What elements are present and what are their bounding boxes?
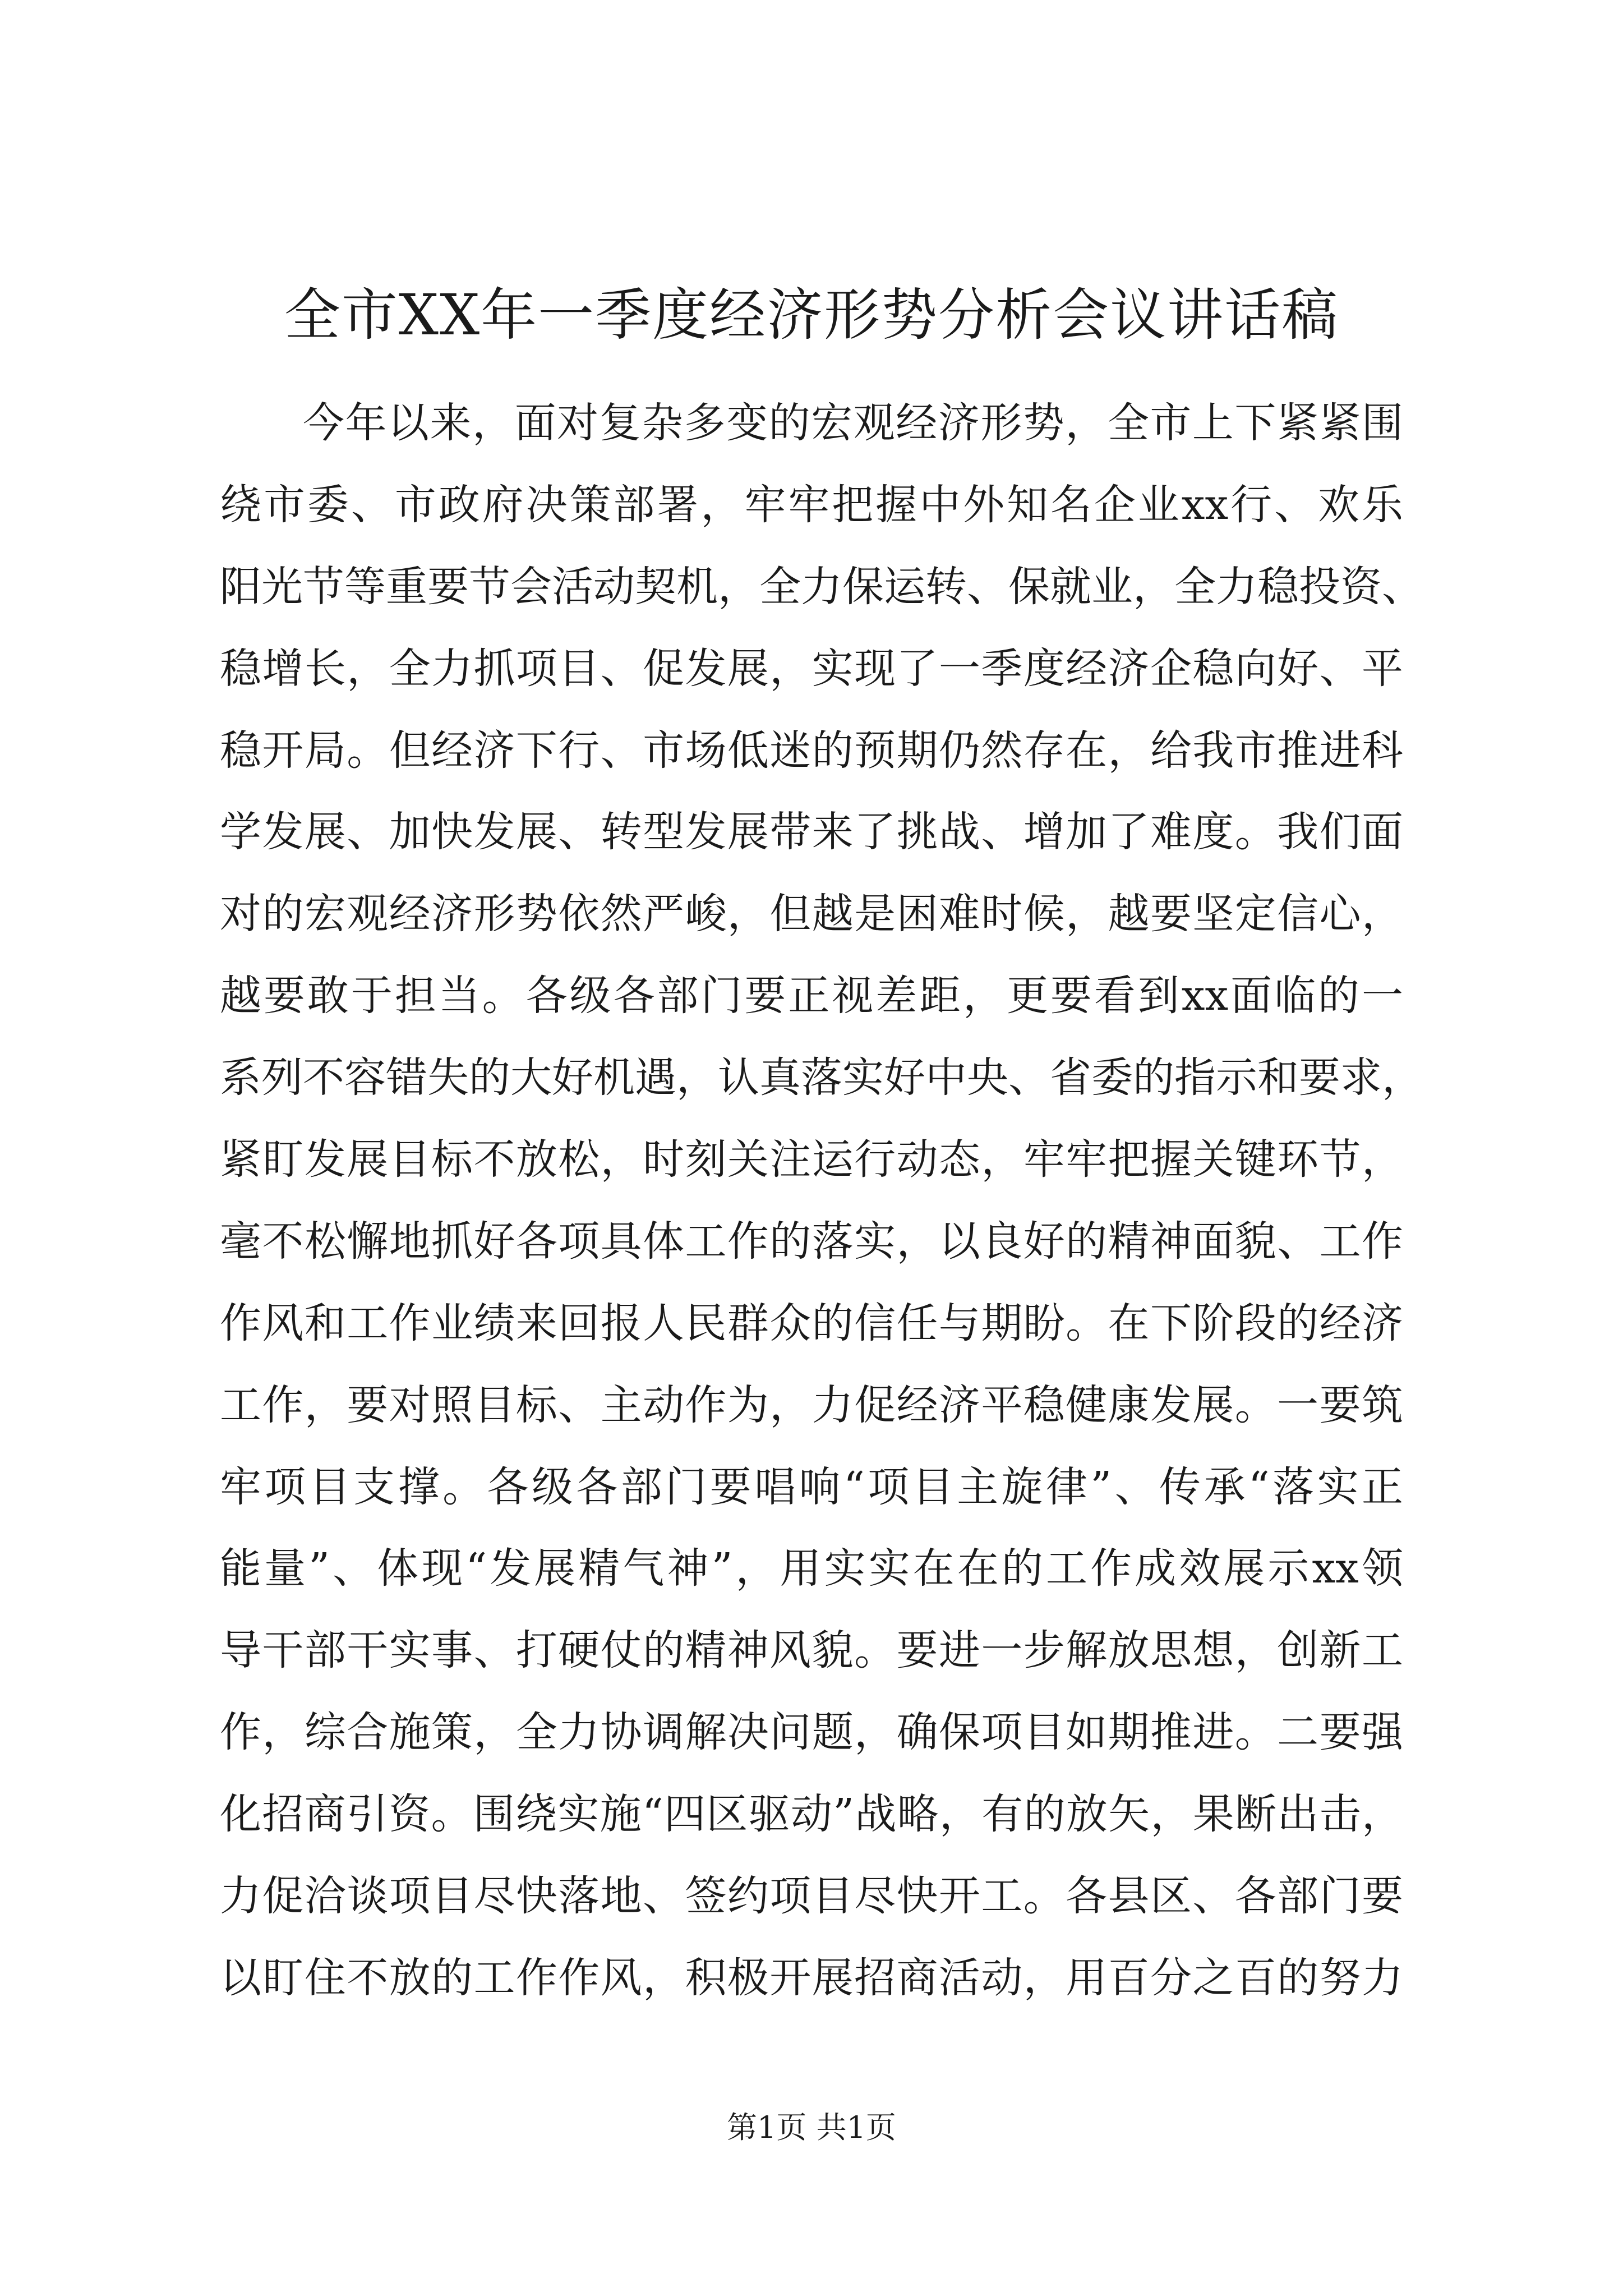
paragraph-line: 力促洽谈项目尽快落地、签约项目尽快开工。各县区、各部门要 [220,1872,1403,1921]
paragraph-line: 毫不松懈地抓好各项具体工作的落实，以良好的精神面貌、工作 [220,1217,1403,1266]
paragraph-line: 越要敢于担当。各级各部门要正视差距，更要看到xx面临的一 [220,972,1403,1020]
paragraph-line: 作风和工作业绩来回报人民群众的信任与期盼。在下阶段的经济 [220,1299,1403,1347]
paragraph-line: 稳开局。但经济下行、市场低迷的预期仍然存在，给我市推进科 [220,726,1403,775]
paragraph-line: 紧盯发展目标不放松，时刻关注运行动态，牢牢把握关键环节， [220,1135,1403,1184]
paragraph-line: 工作，要对照目标、主动作为，力促经济平稳健康发展。一要筑 [220,1381,1403,1429]
paragraph-line: 以盯住不放的工作作风，积极开展招商活动，用百分之百的努力 [220,1953,1403,2002]
page-number-footer: 第1页 共1页 [727,2110,896,2145]
paragraph-line: 系列不容错失的大好机遇，认真落实好中央、省委的指示和要求， [220,1053,1423,1102]
paragraph-line: 牢项目支撑。各级各部门要唱响“项目主旋律”、传承“落实正 [220,1462,1403,1511]
paragraph-line: 绕市委、市政府决策部署，牢牢把握中外知名企业xx行、欢乐 [220,480,1403,529]
document-body [220,383,1423,2019]
paragraph-line: 作，综合施策，全力协调解决问题，确保项目如期推进。二要强 [220,1708,1403,1757]
paragraph-line: 阳光节等重要节会活动契机，全力保运转、保就业，全力稳投资、 [220,562,1423,611]
paragraph-line: 稳增长，全力抓项目、促发展，实现了一季度经济企稳向好、平 [220,644,1403,693]
paragraph-line: 学发展、加快发展、转型发展带来了挑战、增加了难度。我们面 [220,808,1403,857]
paragraph-line: 能量”、体现“发展精气神”，用实实在在的工作成效展示xx领 [220,1544,1403,1593]
paragraph-line: 导干部干实事、打硬仗的精神风貌。要进一步解放思想，创新工 [220,1626,1403,1675]
paragraph-line: 对的宏观经济形势依然严峻，但越是困难时候，越要坚定信心， [220,890,1403,938]
document-title: 全市XX年一季度经济形势分析会议讲话稿 [284,282,1339,348]
paragraph-line: 今年以来，面对复杂多变的宏观经济形势，全市上下紧紧围 [303,399,1403,447]
paragraph-line: 化招商引资。围绕实施“四区驱动”战略，有的放矢，果断出击， [220,1790,1403,1839]
